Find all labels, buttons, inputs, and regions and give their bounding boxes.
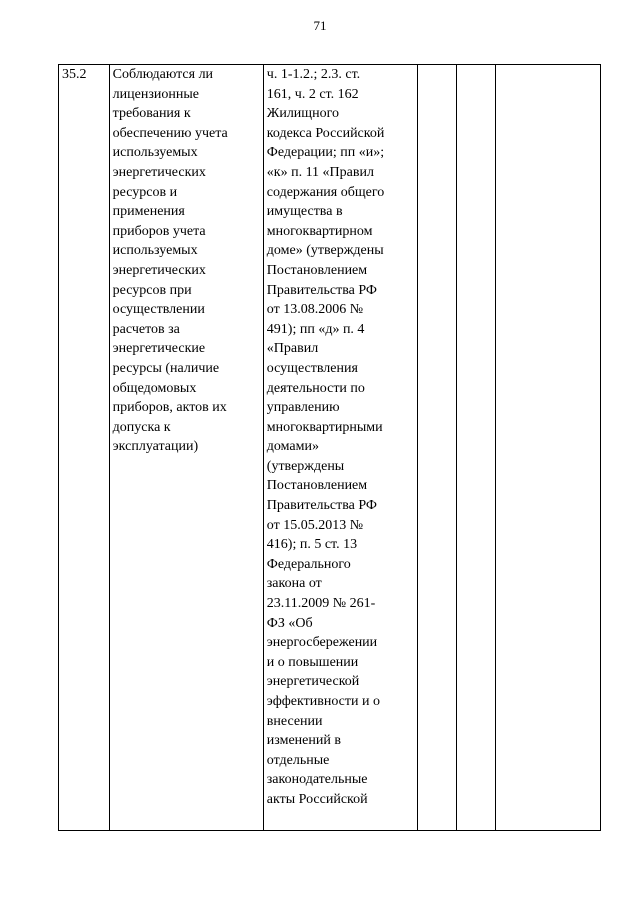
question-line: ресурсы (наличие bbox=[112, 360, 220, 376]
reference-line: 23.11.2009 № 261- bbox=[266, 596, 376, 612]
reference-line: кодекса Российской bbox=[266, 125, 385, 141]
question-line: энергетических bbox=[112, 262, 206, 278]
reference-line: деятельности по bbox=[266, 380, 365, 396]
notes-cell bbox=[496, 65, 601, 831]
legal-reference-cell bbox=[263, 65, 417, 831]
reference-line: осуществления bbox=[266, 360, 358, 376]
reference-line: изменений в bbox=[266, 733, 341, 749]
reference-line: многоквартирном bbox=[266, 223, 373, 239]
reference-line: от 13.08.2006 № bbox=[266, 302, 364, 318]
reference-line: «Правил bbox=[266, 341, 319, 357]
reference-line: и о повышении bbox=[266, 654, 359, 670]
question-line: применения bbox=[112, 204, 185, 220]
answer-yes-cell bbox=[417, 65, 456, 831]
reference-line: имущества в bbox=[266, 204, 343, 220]
reference-line: отдельные bbox=[266, 752, 330, 768]
reference-line: Правительства РФ bbox=[266, 282, 377, 298]
reference-line: от 15.05.2013 № bbox=[266, 517, 364, 533]
reference-line: ФЗ «Об bbox=[266, 615, 313, 631]
reference-line: 161, ч. 2 ст. 162 bbox=[266, 86, 359, 102]
checklist-table bbox=[58, 64, 601, 831]
question-line: энергетических bbox=[112, 164, 206, 180]
question-line: требования к bbox=[112, 106, 191, 122]
reference-line: Федерального bbox=[266, 556, 351, 572]
reference-line: акты Российской bbox=[266, 791, 368, 807]
question-line: используемых bbox=[112, 243, 198, 259]
reference-line: Постановлением bbox=[266, 262, 368, 278]
reference-line: эффективности и о bbox=[266, 694, 380, 709]
reference-line: 416); п. 5 ст. 13 bbox=[266, 537, 358, 553]
reference-line: содержания общего bbox=[266, 184, 385, 200]
reference-line: энергетической bbox=[266, 674, 360, 690]
question-line: энергетические bbox=[112, 341, 206, 357]
reference-line: многоквартирными bbox=[266, 419, 383, 435]
legal-reference-text bbox=[267, 65, 414, 810]
question-text bbox=[113, 65, 260, 457]
row-number-cell: 35.2 bbox=[59, 65, 110, 831]
reference-line: Жилищного bbox=[266, 106, 339, 122]
question-line: обеспечению учета bbox=[112, 125, 228, 141]
question-line: допуска к bbox=[112, 419, 171, 435]
reference-line: домами» bbox=[266, 439, 319, 455]
question-line: приборов учета bbox=[112, 223, 206, 239]
question-cell bbox=[109, 65, 263, 831]
question-line: Соблюдаются ли bbox=[112, 67, 214, 82]
question-line: общедомовых bbox=[112, 380, 197, 396]
reference-line: 491); пп «д» п. 4 bbox=[266, 321, 365, 337]
question-line: используемых bbox=[112, 145, 198, 161]
reference-line: закона от bbox=[266, 576, 322, 592]
reference-line: доме» (утверждены bbox=[266, 243, 384, 259]
reference-line: ч. 1-1.2.; 2.3. ст. bbox=[266, 67, 361, 82]
reference-line: Федерации; пп «и»; bbox=[266, 145, 385, 161]
question-line: лицензионные bbox=[112, 86, 199, 102]
question-line: расчетов за bbox=[112, 321, 180, 337]
reference-line: «к» п. 11 «Правил bbox=[266, 164, 374, 180]
table-row bbox=[59, 65, 601, 831]
page-number: 71 bbox=[313, 18, 327, 33]
reference-line: законодательные bbox=[266, 772, 368, 788]
reference-line: Постановлением bbox=[266, 478, 368, 494]
reference-line: внесении bbox=[266, 713, 323, 729]
question-line: ресурсов при bbox=[112, 282, 192, 298]
question-line: ресурсов и bbox=[112, 184, 178, 200]
question-line: осуществлении bbox=[112, 302, 205, 318]
reference-line: Правительства РФ bbox=[266, 498, 377, 514]
reference-line: (утверждены bbox=[266, 458, 345, 474]
answer-no-cell bbox=[457, 65, 496, 831]
question-line: приборов, актов их bbox=[112, 400, 227, 416]
reference-line: энергосбережении bbox=[266, 635, 378, 651]
question-line: эксплуатации) bbox=[112, 439, 199, 455]
reference-line: управлению bbox=[266, 400, 340, 416]
